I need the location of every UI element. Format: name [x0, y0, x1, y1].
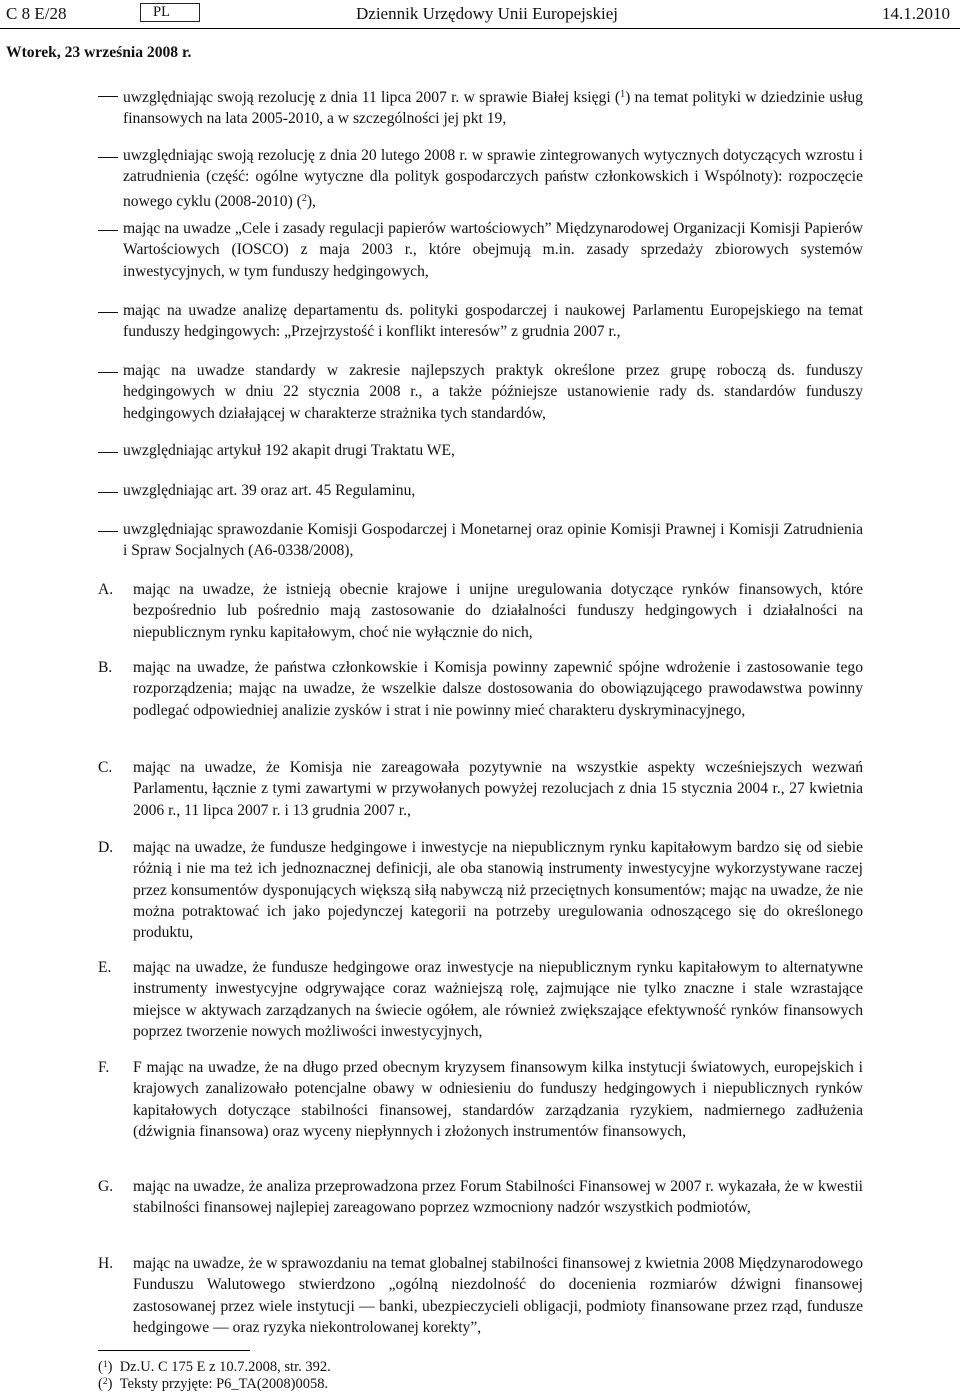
recital-letter: F.: [98, 1059, 110, 1076]
citation-text: ),: [306, 192, 316, 210]
dash-marker: [98, 230, 118, 231]
citation-6: uwzględniając artykuł 192 akapit drugi Traktatu WE,: [123, 442, 455, 459]
recital-letter: G.: [98, 1178, 114, 1195]
recital-f: F mając na uwadze, że na długo przed obecnym kryzysem finansowym kilka instytucji światowych, europejskich i krajowych zanalizowało potencjalne obawy w odniesieniu do funduszy hedgingowych i niepublicznych rynków kapitałowych dotyczące stabilności finansowej, standardów zarządzania ryzykiem, nadmiernego zadłużenia (dźwignia finansowa) oraz wyceny niepłynnych i złożonych instrumentów finansowych,: [133, 1059, 863, 1140]
recital-a: mając na uwadze, że istnieją obecnie krajowe i unijne uregulowania dotyczące rynków finansowych, które bezpośrednio lub pośrednio mają zastosowanie do działalności funduszy hedgingowych i działalności na niepublicznym rynku kapitałowym, choć nie wyłącznie do nich,: [133, 581, 863, 641]
footnote-2: ($^2$) Teksty przyjęte: P6_TA(2008)0058.: [98, 1376, 329, 1392]
page-header: [6, 4, 950, 28]
citation-7: uwzględniając art. 39 oraz art. 45 Regulaminu,: [123, 482, 416, 499]
footnote-mark: 1: [102, 1360, 108, 1370]
dash-marker: [98, 372, 118, 373]
dash-marker: [98, 452, 118, 453]
recital-e: mając na uwadze, że fundusze hedgingowe oraz inwestycje na niepublicznym rynku kapitałowym to alternatywne instrumenty inwestycyjne odgrywające coraz ważniejszą rolę, zajmujące nie tylko znaczne i stale wzrastające miejsce w aktywach zarządzanych na świecie ogółem, ale również zwiększające efektywność rynków finansowych poprzez tworzenie nowych możliwości inwestycyjnych,: [133, 959, 863, 1040]
footnote-rule: [98, 1350, 250, 1351]
recital-h: mając na uwadze, że w sprawozdaniu na temat globalnej stabilności finansowej z kwietnia 2008 Międzynarodowego Funduszu Walutowego stwierdzono „ogólną niezdolność do docenienia rozmiarów dźwigni finansowej zastosowanej przez wiele instytucji — banki, ubezpieczycieli obligacji, podmioty finansowane przez rząd, fundusze hedgingowe — oraz ryzyka niekontrolowanej korekty”,: [133, 1255, 863, 1336]
footnote-mark: 2: [102, 1377, 108, 1387]
recital-letter: E.: [98, 959, 112, 976]
footnote-ref: 2: [301, 192, 307, 204]
header-rule: [0, 28, 960, 29]
issue-date: 14.1.2010: [882, 4, 950, 23]
recital-g: mając na uwadze, że analiza przeprowadzona przez Forum Stabilności Finansowej w 2007 r. wykazała, że w kwestii stabilności finansowej najlepiej zareagowano poprzez wzmocniony nadzór wszystkich podmiotów,: [133, 1178, 863, 1217]
dash-marker: [98, 157, 118, 158]
session-date: Wtorek, 23 września 2008 r.: [6, 44, 192, 61]
recital-c: mając na uwadze, że Komisja nie zareagowała pozytywnie na wszystkie aspekty wcześniejszych wezwań Parlamentu, łącznie z tymi zawartymi w przywołanych powyżej rezolucjach z dnia 15 stycznia 2004 r., 27 kwietnia 2006 r., 11 lipca 2007 r. i 13 grudnia 2007 r.,: [133, 759, 863, 819]
recital-letter: A.: [98, 581, 114, 598]
oj-reference: C 8 E/28: [6, 4, 67, 23]
footnote-ref: 1: [620, 89, 626, 100]
citation-3: mając na uwadze „Cele i zasady regulacji papierów wartościowych” Międzynarodowej Organizacji Komisji Papierów Wartościowych (IOSCO) z maja 2003 r., które obejmują m.in. zasady sprzedaży zbiorowych systemów inwestycyjnych, w tym funduszy hedgingowych,: [123, 220, 863, 280]
dash-marker: [98, 531, 118, 532]
footnote-text: Dz.U. C 175 E z 10.7.2008, str. 392.: [119, 1359, 331, 1375]
recital-letter: H.: [98, 1255, 114, 1272]
footnote-1: ($^1$) Dz.U. C 175 E z 10.7.2008, str. 392.: [98, 1359, 331, 1375]
citation-text: uwzględniając swoją rezolucję z dnia 20 lutego 2008 r. w sprawie zintegrowanych wytycznych dotyczących wzrostu i zatrudnienia (część: ogólne wytyczne dla polityk gospodarczych państw członkowskich i Wspólnoty): rozpoczęcie nowego cyklu (2008-2010) (: [123, 147, 863, 210]
citation-5: mając na uwadze standardy w zakresie najlepszych praktyk określone przez grupę roboczą ds. funduszy hedgingowych w dniu 22 stycznia 2008 r., a także późniejsze ustanowienie rady ds. standardów funduszy hedgingowych działającej w charakterze strażnika tych standardów,: [123, 362, 863, 422]
citation-text: uwzględniając swoją rezolucję z dnia 11 lipca 2007 r. w sprawie Białej księgi (: [123, 89, 621, 106]
footnote-text: Teksty przyjęte: P6_TA(2008)0058.: [119, 1376, 329, 1392]
recital-d: mając na uwadze, że fundusze hedgingowe i inwestycje na niepublicznym rynku kapitałowym bardzo się od siebie różnią i nie ma też ich jednoznacznej definicji, ale oba stanowią instrumenty inwestycyjne wykorzystywane raczej przez konsumentów dysponujących większą siłą nabywczą niż przeciętnych konsumentów; mając na uwadze, że nie można potraktować ich jako pojedynczej kategorii na potrzeby uregulowania odnoszącego się do określonego produktu,: [133, 839, 863, 942]
citation-text: ) na temat polityki w dziedzinie usług finansowych na lata 2005-2010, a w szczególności jej pkt 19,: [123, 89, 863, 128]
journal-title: Dziennik Urzędowy Unii Europejskiej: [356, 4, 619, 23]
citation-4: mając na uwadze analizę departamentu ds. polityki gospodarczej i naukowej Parlamentu Europejskiego na temat funduszy hedgingowych: „Przejrzystość i konflikt interesów” z grudnia 2007 r.,: [123, 302, 863, 341]
dash-marker: [98, 96, 118, 97]
recital-letter: D.: [98, 839, 114, 856]
citation-1: [123, 84, 863, 130]
recital-b: mając na uwadze, że państwa członkowskie i Komisja powinny zapewnić spójne wdrożenie i zastosowanie tego rozporządzenia; mając na uwadze, że wszelkie dalsze dostosowania do obowiązującego prawodawstwa powinny podlegać odpowiedniej analizie zysków i strat i nie powinny mieć charakteru dyskryminacyjnego,: [133, 659, 863, 719]
dash-marker: [98, 492, 118, 493]
recital-letter: B.: [98, 659, 113, 676]
citation-2: [123, 145, 863, 212]
recital-letter: C.: [98, 759, 113, 776]
language-box: PL: [140, 3, 200, 22]
dash-marker: [98, 312, 118, 313]
citation-8: uwzględniając sprawozdanie Komisji Gospodarczej i Monetarnej oraz opinie Komisji Prawnej i Komisji Zatrudnienia i Spraw Socjalnych (A6-0338/2008),: [123, 521, 863, 560]
